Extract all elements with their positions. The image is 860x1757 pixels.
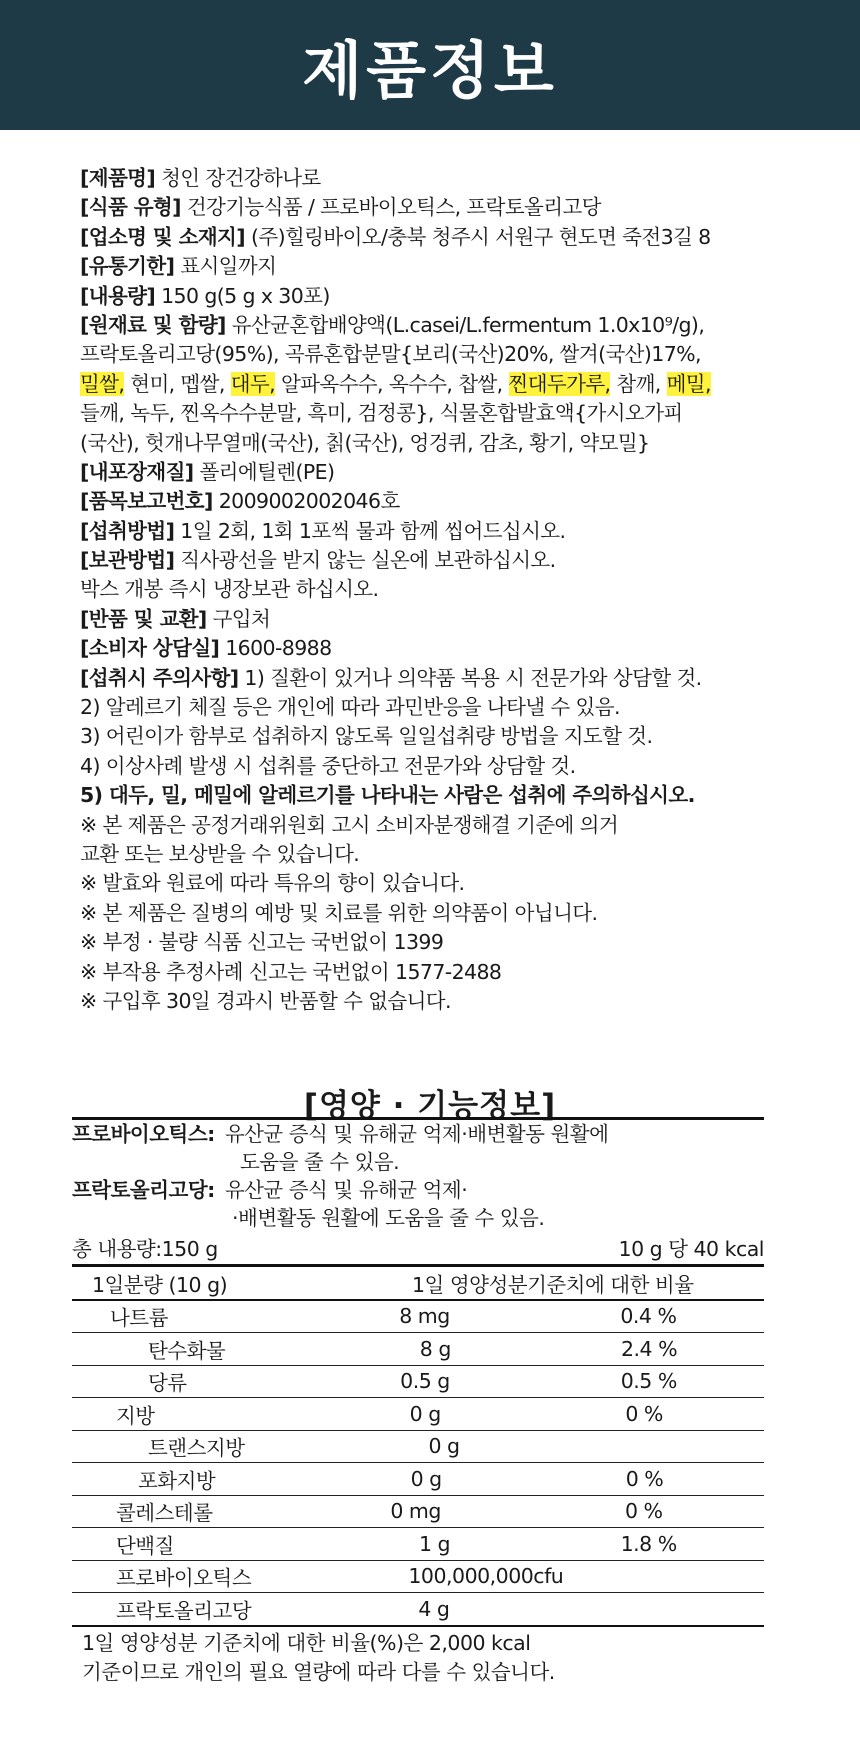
- field-value: 건강기능식품 / 프로바이오틱스, 프락토올리고당: [186, 195, 601, 220]
- product-name-line: [80, 164, 780, 193]
- storage-line-1: [80, 546, 780, 575]
- intake-line: [80, 517, 780, 546]
- field-label: [내용량]: [80, 283, 156, 308]
- field-value: 구입처: [212, 606, 271, 631]
- nutrient-amount: 8 g: [419, 1336, 451, 1361]
- table-row: [72, 1496, 764, 1529]
- nutrient-pct: 0.5 %: [620, 1369, 677, 1394]
- return-line: [80, 605, 780, 634]
- nutrient-pct: 1.8 %: [620, 1531, 677, 1556]
- field-value: 150 g(5 g x 30포): [161, 283, 330, 308]
- table-row: [72, 1431, 764, 1464]
- nutrient-name: 단백질: [116, 1533, 174, 1558]
- field-value: (주)힐링바이오/충북 청주시 서원구 현도면 죽전3길 8: [250, 224, 711, 249]
- header-serving: 1일분량 (10 g): [92, 1272, 228, 1297]
- field-label: [섭취방법]: [80, 518, 175, 543]
- note-line: ※ 부정 · 불량 식품 신고는 국번없이 1399: [80, 930, 444, 955]
- table-row: [72, 1301, 764, 1334]
- field-label: [유통기한]: [80, 254, 175, 279]
- function-desc-cont: 도움을 줄 수 있음.: [240, 1150, 400, 1174]
- table-header: [72, 1267, 764, 1301]
- total-content-row: [72, 1234, 764, 1267]
- note-line: ※ 본 제품은 공정거래위원회 고시 소비자분쟁해결 기준에 의거: [80, 812, 619, 837]
- field-value: 2009002002046호: [218, 489, 400, 514]
- field-label: [내포장재질]: [80, 459, 194, 484]
- header-ratio: 1일 영양성분기준치에 대한 비율: [412, 1272, 694, 1297]
- table-row: [72, 1593, 764, 1627]
- field-value: 1일 2회, 1회 1포씩 물과 함께 씹어드십시오.: [180, 518, 566, 543]
- total-value: 150 g: [161, 1237, 218, 1261]
- field-label: [업소명 및 소재지]: [80, 224, 246, 249]
- table-row: [72, 1463, 764, 1496]
- caution-line-5: 5) 대두, 밀, 메밀에 알레르기를 나타내는 사람은 섭취에 주의하십시오.: [80, 783, 695, 808]
- field-value: 1) 질환이 있거나 의약품 복용 시 전문가와 상담할 것.: [244, 665, 702, 690]
- nutrition-panel: [72, 1117, 764, 1687]
- table-row: [72, 1561, 764, 1594]
- function-row-probiotics: [72, 1120, 764, 1148]
- allergen-highlight: 찐대두가루,: [508, 371, 611, 396]
- nutrient-amount: 0 g: [409, 1401, 441, 1426]
- nutrient-pct: 2.4 %: [620, 1336, 678, 1361]
- note-line: ※ 발효와 원료에 따라 특유의 향이 있습니다.: [80, 871, 465, 896]
- field-value: 표시일까지: [180, 254, 277, 279]
- note-line: 교환 또는 보상받을 수 있습니다.: [80, 841, 360, 866]
- allergen-highlight: 대두,: [230, 371, 276, 396]
- ingredients-text: 알파옥수수, 옥수수, 찹쌀,: [275, 371, 509, 396]
- field-value: 청인 장건강하나로: [161, 166, 321, 190]
- per-serving: 10 g 당 40 kcal: [618, 1237, 764, 1261]
- field-value: 유산균혼합배양액(L.casei/L.fermentum 1.0x10⁹/g),: [231, 312, 705, 337]
- field-label: [소비자 상담실]: [80, 636, 220, 661]
- food-type-line: [80, 193, 780, 222]
- ingredients-line-2: 프락토올리고당(95%), 곡류혼합분말{보리(국산)20%, 쌀겨(국산)17%,: [80, 342, 701, 367]
- field-value: 직사광선을 받지 않는 실온에 보관하십시오.: [180, 548, 556, 573]
- caution-line-1: [80, 664, 780, 693]
- packaging-line: [80, 458, 780, 487]
- table-row: [72, 1528, 764, 1561]
- function-desc-cont: ·배변활동 원활에 도움을 줄 수 있음.: [232, 1206, 545, 1230]
- page-title: 제품정보: [302, 33, 558, 107]
- field-label: [원재료 및 함량]: [80, 312, 226, 337]
- table-row: [72, 1398, 764, 1431]
- field-value: 폴리에틸렌(PE): [199, 459, 335, 484]
- consumer-line: [80, 634, 780, 663]
- product-info: [80, 164, 780, 1016]
- field-value: 1600-8988: [225, 636, 332, 661]
- function-row-fos: [72, 1176, 764, 1204]
- note-line: ※ 부작용 추정사례 신고는 국번없이 1577-2488: [80, 959, 502, 984]
- caution-line-2: 2) 알레르기 체질 등은 개인에 따라 과민반응을 나타낼 수 있음.: [80, 695, 620, 720]
- ingredients-line-1: [80, 311, 780, 340]
- nutrient-name: 지방: [116, 1403, 155, 1428]
- table-row: [72, 1366, 764, 1399]
- nutrient-name: 탄수화물: [148, 1338, 226, 1363]
- ingredients-text: 참깨,: [610, 371, 667, 396]
- total-label: 총 내용량:: [72, 1237, 162, 1261]
- caution-line-3: 3) 어린이가 함부로 섭취하지 않도록 일일섭취량 방법을 지도할 것.: [80, 724, 653, 749]
- report-line: [80, 487, 780, 516]
- nutrient-amount: 0.5 g: [400, 1369, 450, 1394]
- volume-line: [80, 282, 780, 311]
- nutrient-amount: 0 g: [428, 1434, 460, 1459]
- nutrient-amount: 100,000,000cfu: [408, 1564, 564, 1589]
- field-label: [섭취시 주의사항]: [80, 665, 239, 690]
- nutrient-name: 프로바이오틱스: [116, 1566, 252, 1591]
- ingredients-line-3: [80, 370, 780, 399]
- function-key: 프로바이오틱스:: [72, 1122, 215, 1146]
- footnote-line: 기준이므로 개인의 필요 열량에 따라 다를 수 있습니다.: [82, 1659, 555, 1684]
- storage-line-2: 박스 개봉 즉시 냉장보관 하십시오.: [80, 577, 379, 602]
- footnote-line: 1일 영양성분 기준치에 대한 비율(%)은 2,000 kcal: [82, 1630, 531, 1655]
- nutrient-amount: 0 g: [410, 1466, 442, 1491]
- expiry-line: [80, 252, 780, 281]
- nutrient-pct: 0 %: [624, 1499, 663, 1524]
- function-key: 프락토올리고당:: [72, 1178, 215, 1202]
- nutrition-footnote: [72, 1627, 764, 1687]
- nutrient-pct: 0 %: [625, 1466, 664, 1491]
- ingredients-text: 현미, 멥쌀,: [124, 371, 231, 396]
- caution-line-4: 4) 이상사례 발생 시 섭취를 중단하고 전문가와 상담할 것.: [80, 753, 576, 778]
- nutrient-name: 포화지방: [138, 1468, 216, 1493]
- allergen-highlight: 메밀,: [666, 371, 711, 396]
- nutrient-name: 프락토올리고당: [116, 1598, 252, 1623]
- maker-line: [80, 223, 780, 252]
- nutrient-name: 콜레스테롤: [116, 1501, 213, 1526]
- nutrient-name: 나트륨: [110, 1306, 168, 1331]
- nutrient-pct: 0.4 %: [620, 1304, 677, 1329]
- note-line: ※ 본 제품은 질병의 예방 및 치료를 위한 의약품이 아닙니다.: [80, 900, 598, 925]
- page-header: [0, 0, 860, 130]
- total-content: [72, 1234, 218, 1264]
- field-label: [반품 및 교환]: [80, 606, 207, 631]
- function-desc: 유산균 증식 및 유해균 억제·: [224, 1178, 468, 1202]
- field-label: [제품명]: [80, 166, 156, 190]
- nutrient-amount: 4 g: [418, 1596, 450, 1621]
- note-line: ※ 구입후 30일 경과시 반품할 수 없습니다.: [80, 988, 451, 1013]
- nutrient-pct: 0 %: [625, 1401, 663, 1426]
- ingredients-line-4: 들깨, 녹두, 찐옥수수분말, 흑미, 검정콩}, 식물혼합발효액{가시오가피: [80, 401, 683, 426]
- field-label: [보관방법]: [80, 548, 175, 573]
- function-desc: 유산균 증식 및 유해균 억제·배변활동 원활에: [224, 1122, 609, 1146]
- field-label: [품목보고번호]: [80, 489, 213, 514]
- nutrient-amount: 0 mg: [390, 1499, 441, 1524]
- nutrition-title: [영양 · 기능정보]: [303, 1088, 557, 1124]
- allergen-highlight: 밀쌀,: [80, 371, 125, 396]
- nutrient-name: 당류: [148, 1371, 187, 1396]
- field-label: [식품 유형]: [80, 195, 181, 220]
- table-row: [72, 1333, 764, 1366]
- nutrient-amount: 1 g: [418, 1531, 451, 1556]
- nutrient-amount: 8 mg: [399, 1304, 450, 1329]
- nutrient-name: 트랜스지방: [148, 1436, 245, 1461]
- ingredients-line-5: (국산), 헛개나무열매(국산), 칡(국산), 엉겅퀴, 감초, 황기, 약모밀}: [80, 430, 650, 455]
